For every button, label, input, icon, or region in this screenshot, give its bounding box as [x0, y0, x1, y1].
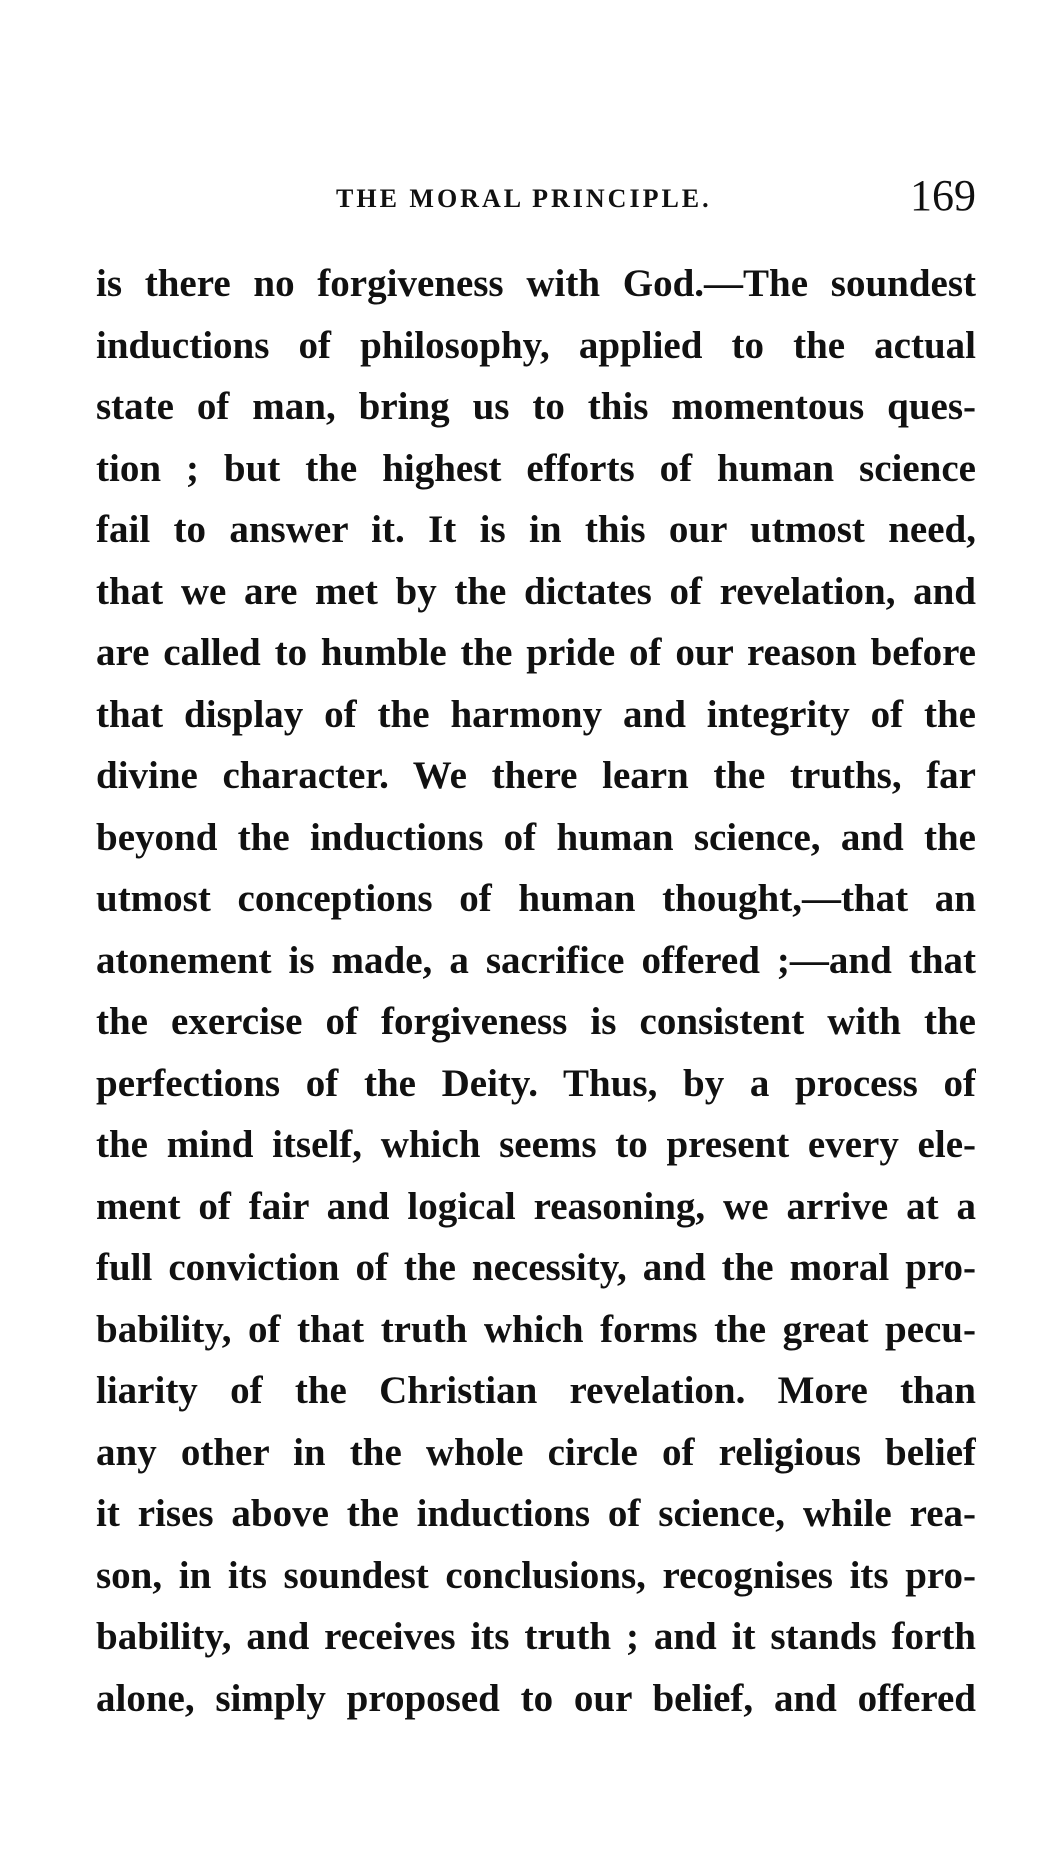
text-line: son, in its soundest conclusions, recognises its pro- — [96, 1553, 976, 1597]
text-line: that display of the harmony and integrity of the — [96, 692, 976, 736]
text-line: bability, and receives its truth ; and it stands forth — [96, 1615, 976, 1658]
text-line: it rises above the inductions of science, while rea- — [96, 1492, 976, 1535]
text-line: beyond the inductions of human science, and the — [96, 815, 976, 859]
text-line: perfections of the Deity. Thus, by a process of — [96, 1061, 976, 1105]
text-line: are called to humble the pride of our reason before — [96, 631, 976, 674]
text-line: any other in the whole circle of religious belief — [96, 1430, 976, 1474]
text-line: tion ; but the highest efforts of human science — [96, 446, 976, 490]
text-line: fail to answer it. It is in this our utmost need, — [96, 508, 976, 551]
text-line: alone, simply proposed to our belief, and offered — [96, 1676, 976, 1720]
text-line: the mind itself, which seems to present every ele- — [96, 1123, 976, 1166]
text-line: the exercise of forgiveness is consistent with the — [96, 1000, 976, 1043]
text-line: liarity of the Christian revelation. More than — [96, 1369, 976, 1412]
text-line: bability, of that truth which forms the great pecu- — [96, 1307, 976, 1351]
text-line: inductions of philosophy, applied to the actual — [96, 323, 976, 367]
text-line: divine character. We there learn the truths, far — [96, 754, 976, 797]
text-line: is there no forgiveness with God.—The soundest — [96, 262, 976, 305]
body-text — [96, 253, 976, 1729]
text-line: utmost conceptions of human thought,—that an — [96, 877, 976, 920]
text-line: atonement is made, a sacrifice offered ;—and that — [96, 938, 976, 982]
running-title: THE MORAL PRINCIPLE. — [336, 184, 712, 213]
text-line: state of man, bring us to this momentous ques- — [96, 385, 976, 428]
running-head — [96, 170, 976, 220]
text-line: that we are met by the dictates of revelation, and — [96, 569, 976, 613]
text-line: full conviction of the necessity, and the moral pro- — [96, 1246, 976, 1289]
page-number: 169 — [910, 171, 976, 220]
text-line: ment of fair and logical reasoning, we arrive at a — [96, 1184, 976, 1228]
